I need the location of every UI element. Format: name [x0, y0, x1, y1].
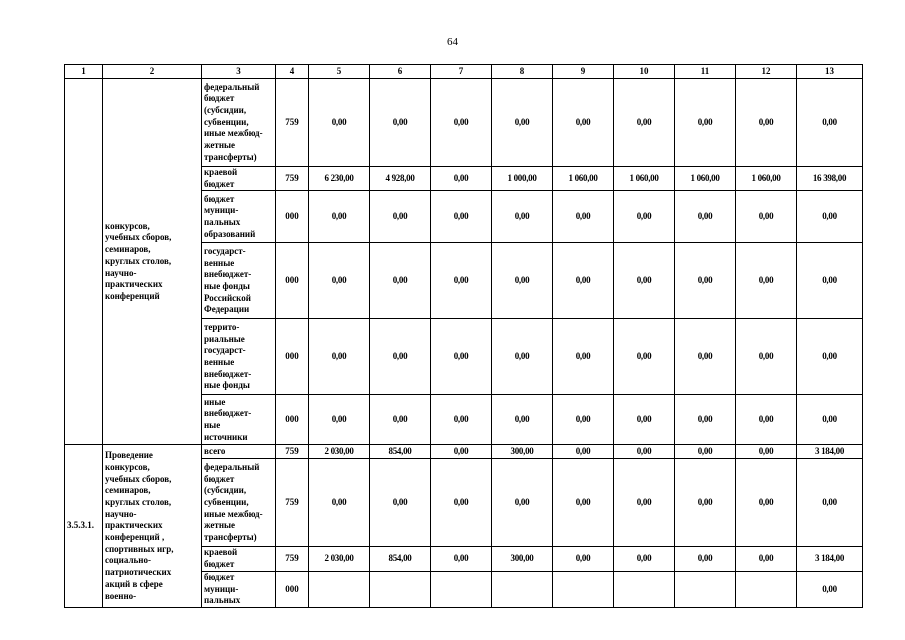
value-cell: 0,00	[492, 395, 553, 445]
value-cell: 0,00	[797, 243, 863, 319]
table-row	[65, 79, 863, 167]
header-cell: 8	[492, 65, 553, 79]
value-cell	[492, 571, 553, 607]
header-cell: 5	[309, 65, 370, 79]
value-cell: 0,00	[736, 547, 797, 571]
value-cell: 4 928,00	[370, 167, 431, 191]
value-cell: 0,00	[614, 191, 675, 243]
value-cell: 0,00	[492, 319, 553, 395]
value-cell: 6 230,00	[309, 167, 370, 191]
value-cell: 0,00	[614, 547, 675, 571]
value-cell: 0,00	[553, 547, 614, 571]
budget-code-cell: 759	[276, 459, 309, 547]
value-cell	[309, 571, 370, 607]
value-cell: 0,00	[736, 459, 797, 547]
value-cell: 2 030,00	[309, 547, 370, 571]
value-cell: 0,00	[370, 319, 431, 395]
value-cell: 0,00	[553, 243, 614, 319]
budget-code-cell: 759	[276, 547, 309, 571]
page-number: 64	[447, 36, 458, 48]
header-cell: 12	[736, 65, 797, 79]
funding-source-cell: террито- риальные государст- венные внебюджет- ные фонды	[202, 319, 276, 395]
value-cell: 0,00	[736, 445, 797, 459]
value-cell: 0,00	[614, 243, 675, 319]
funding-source-cell: иные внебюджет- ные источники	[202, 395, 276, 445]
funding-source-cell: краевой бюджет	[202, 547, 276, 571]
value-cell: 0,00	[492, 459, 553, 547]
value-cell: 300,00	[492, 445, 553, 459]
value-cell: 0,00	[675, 547, 736, 571]
value-cell: 1 060,00	[614, 167, 675, 191]
value-cell: 854,00	[370, 547, 431, 571]
value-cell: 0,00	[736, 79, 797, 167]
value-cell: 0,00	[309, 191, 370, 243]
value-cell: 2 030,00	[309, 445, 370, 459]
value-cell: 0,00	[431, 191, 492, 243]
header-cell: 4	[276, 65, 309, 79]
funding-source-cell: бюджет муници- пальных	[202, 571, 276, 607]
value-cell: 0,00	[431, 243, 492, 319]
header-cell: 13	[797, 65, 863, 79]
header-cell: 1	[65, 65, 103, 79]
value-cell	[614, 571, 675, 607]
value-cell: 0,00	[309, 79, 370, 167]
value-cell: 0,00	[492, 191, 553, 243]
value-cell: 0,00	[675, 445, 736, 459]
value-cell: 0,00	[675, 191, 736, 243]
value-cell: 0,00	[370, 243, 431, 319]
value-cell	[736, 571, 797, 607]
value-cell: 0,00	[675, 79, 736, 167]
value-cell	[370, 571, 431, 607]
header-cell: 2	[103, 65, 202, 79]
funding-source-cell: всего	[202, 445, 276, 459]
value-cell: 0,00	[431, 459, 492, 547]
value-cell: 0,00	[797, 79, 863, 167]
value-cell: 0,00	[370, 459, 431, 547]
value-cell: 0,00	[370, 191, 431, 243]
budget-table	[64, 64, 863, 608]
value-cell: 0,00	[614, 459, 675, 547]
item-code-cell: 3.5.3.1.	[65, 445, 103, 608]
header-cell: 11	[675, 65, 736, 79]
value-cell: 0,00	[553, 445, 614, 459]
table-row	[65, 445, 863, 459]
budget-code-cell: 759	[276, 167, 309, 191]
value-cell: 1 060,00	[736, 167, 797, 191]
funding-source-cell: краевой бюджет	[202, 167, 276, 191]
value-cell: 0,00	[309, 395, 370, 445]
value-cell: 0,00	[431, 167, 492, 191]
budget-code-cell: 759	[276, 445, 309, 459]
value-cell: 0,00	[309, 319, 370, 395]
value-cell: 300,00	[492, 547, 553, 571]
value-cell: 0,00	[675, 395, 736, 445]
value-cell: 0,00	[492, 243, 553, 319]
value-cell: 0,00	[614, 79, 675, 167]
budget-code-cell: 000	[276, 395, 309, 445]
value-cell: 0,00	[675, 319, 736, 395]
value-cell: 0,00	[553, 191, 614, 243]
value-cell	[431, 571, 492, 607]
value-cell: 0,00	[309, 459, 370, 547]
value-cell: 16 398,00	[797, 167, 863, 191]
value-cell: 0,00	[614, 395, 675, 445]
value-cell: 0,00	[553, 319, 614, 395]
funding-source-cell: федеральный бюджет (субсидии, субвенции, иные межбюд- жетные трансферты)	[202, 459, 276, 547]
header-cell: 3	[202, 65, 276, 79]
value-cell: 0,00	[431, 547, 492, 571]
value-cell: 0,00	[309, 243, 370, 319]
header-cell: 9	[553, 65, 614, 79]
value-cell: 0,00	[797, 571, 863, 607]
budget-code-cell: 000	[276, 571, 309, 607]
value-cell: 1 000,00	[492, 167, 553, 191]
value-cell: 0,00	[431, 319, 492, 395]
budget-code-cell: 759	[276, 79, 309, 167]
value-cell: 0,00	[797, 191, 863, 243]
value-cell: 0,00	[797, 319, 863, 395]
item-name-cell: Проведение конкурсов, учебных сборов, семинаров, круглых столов, научно- практических конференций , спортивных игр, социально- патриотических акций в сфере военно-	[103, 445, 202, 608]
value-cell: 0,00	[675, 459, 736, 547]
header-cell: 7	[431, 65, 492, 79]
header-cell: 6	[370, 65, 431, 79]
funding-source-cell: федеральный бюджет (субсидии, субвенции, иные межбюд- жетные трансферты)	[202, 79, 276, 167]
value-cell: 0,00	[614, 319, 675, 395]
funding-source-cell: бюджет муници- пальных образований	[202, 191, 276, 243]
value-cell: 0,00	[675, 243, 736, 319]
value-cell: 3 184,00	[797, 445, 863, 459]
value-cell: 0,00	[553, 395, 614, 445]
value-cell: 3 184,00	[797, 547, 863, 571]
value-cell: 0,00	[736, 243, 797, 319]
value-cell: 854,00	[370, 445, 431, 459]
item-code-cell	[65, 79, 103, 445]
header-cell: 10	[614, 65, 675, 79]
value-cell: 0,00	[797, 459, 863, 547]
value-cell: 0,00	[614, 445, 675, 459]
value-cell	[553, 571, 614, 607]
value-cell: 0,00	[736, 191, 797, 243]
value-cell	[675, 571, 736, 607]
value-cell: 0,00	[431, 445, 492, 459]
value-cell: 1 060,00	[675, 167, 736, 191]
value-cell: 0,00	[431, 79, 492, 167]
value-cell: 1 060,00	[553, 167, 614, 191]
value-cell: 0,00	[736, 395, 797, 445]
value-cell: 0,00	[370, 79, 431, 167]
budget-code-cell: 000	[276, 243, 309, 319]
budget-code-cell: 000	[276, 319, 309, 395]
value-cell: 0,00	[370, 395, 431, 445]
funding-source-cell: государст- венные внебюджет- ные фонды Российской Федерации	[202, 243, 276, 319]
value-cell: 0,00	[553, 79, 614, 167]
value-cell: 0,00	[431, 395, 492, 445]
item-name-cell: конкурсов, учебных сборов, семинаров, круглых столов, научно- практических конференций	[103, 79, 202, 445]
value-cell: 0,00	[797, 395, 863, 445]
value-cell: 0,00	[736, 319, 797, 395]
value-cell: 0,00	[492, 79, 553, 167]
header-row	[65, 65, 863, 79]
value-cell: 0,00	[553, 459, 614, 547]
budget-code-cell: 000	[276, 191, 309, 243]
